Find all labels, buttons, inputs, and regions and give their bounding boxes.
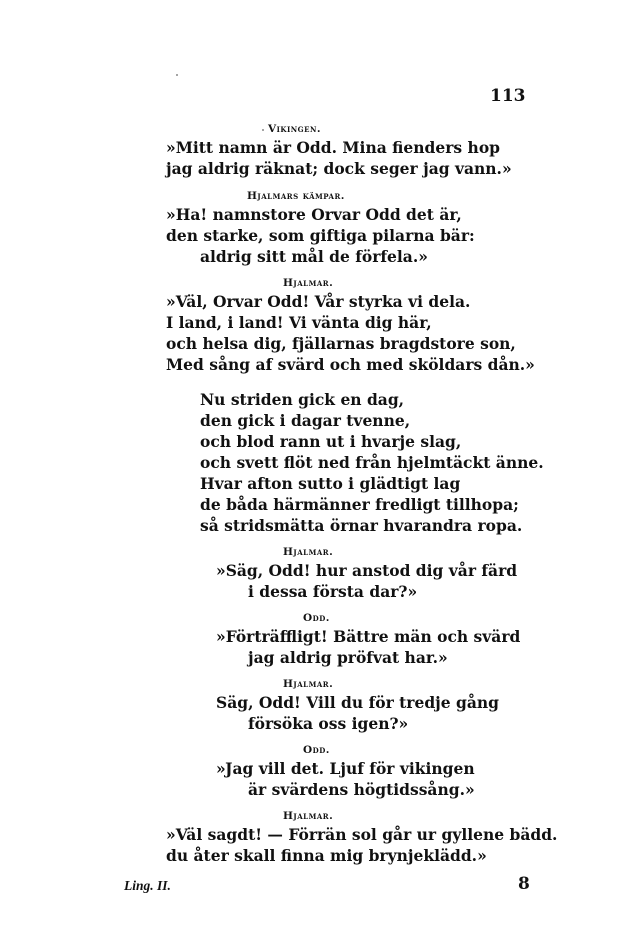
paper-speck (262, 129, 264, 131)
verse-line: Säg, Odd! Vill du för tredje gång (216, 693, 500, 712)
speaker-heading: Hjalmar. (283, 277, 334, 289)
verse-line: Hvar afton sutto i glädtigt lag (200, 474, 461, 493)
footer-sheet-number: 8 (518, 874, 530, 894)
footer-signature (124, 878, 171, 894)
verse-line: de båda härmänner fredligt tillhopa; (200, 495, 519, 514)
verse-line: den gick i dagar tvenne, (200, 411, 411, 430)
verse-line: »Förträffligt! Bättre män och svärd (216, 627, 521, 646)
verse-line: så stridsmätta örnar hvarandra ropa. (200, 516, 523, 535)
verse-line: den starke, som giftiga pilarna bär: (166, 226, 475, 245)
verse-line: »Mitt namn är Odd. Mina fienders hop (166, 138, 500, 157)
speaker-heading: Odd. (303, 744, 330, 756)
verse-line: »Väl sagdt! — Förrän sol går ur gyllene bädd. (166, 825, 558, 844)
verse-line: I land, i land! Vi vänta dig här, (166, 313, 432, 332)
verse-line: är svärdens högtidssång.» (248, 780, 475, 799)
verse-line: aldrig sitt mål de förfela.» (200, 247, 428, 266)
verse-line: »Jag vill det. Ljuf för vikingen (216, 759, 475, 778)
verse-line: »Säg, Odd! hur anstod dig vår färd (216, 561, 518, 580)
speaker-heading: Hjalmars kämpar. (247, 190, 345, 202)
speaker-heading: Hjalmar. (283, 678, 334, 690)
paper-speck (176, 74, 178, 76)
speaker-heading: Vikingen. (268, 123, 322, 135)
verse-line: och svett flöt ned från hjelmtäckt änne. (200, 453, 544, 472)
footer-signature-text: Ling. II. (124, 878, 171, 893)
verse-line: och blod rann ut i hvarje slag, (200, 432, 462, 451)
speaker-heading: Hjalmar. (283, 546, 334, 558)
verse-line: jag aldrig pröfvat har.» (248, 648, 448, 667)
page-number: 113 (490, 86, 526, 106)
verse-line: Med sång af svärd och med sköldars dån.» (166, 355, 535, 374)
verse-line: »Ha! namnstore Orvar Odd det är, (166, 205, 462, 224)
speaker-heading: Hjalmar. (283, 810, 334, 822)
verse-line: försöka oss igen?» (248, 714, 409, 733)
verse-line: i dessa första dar?» (248, 582, 418, 601)
speaker-heading: Odd. (303, 612, 330, 624)
verse-line: Nu striden gick en dag, (200, 390, 405, 409)
verse-line: »Väl, Orvar Odd! Vår styrka vi dela. (166, 292, 471, 311)
verse-line: jag aldrig räknat; dock seger jag vann.» (166, 159, 512, 178)
verse-line: du åter skall finna mig brynjeklädd.» (166, 846, 487, 865)
verse-line: och helsa dig, fjällarnas bragdstore son, (166, 334, 516, 353)
